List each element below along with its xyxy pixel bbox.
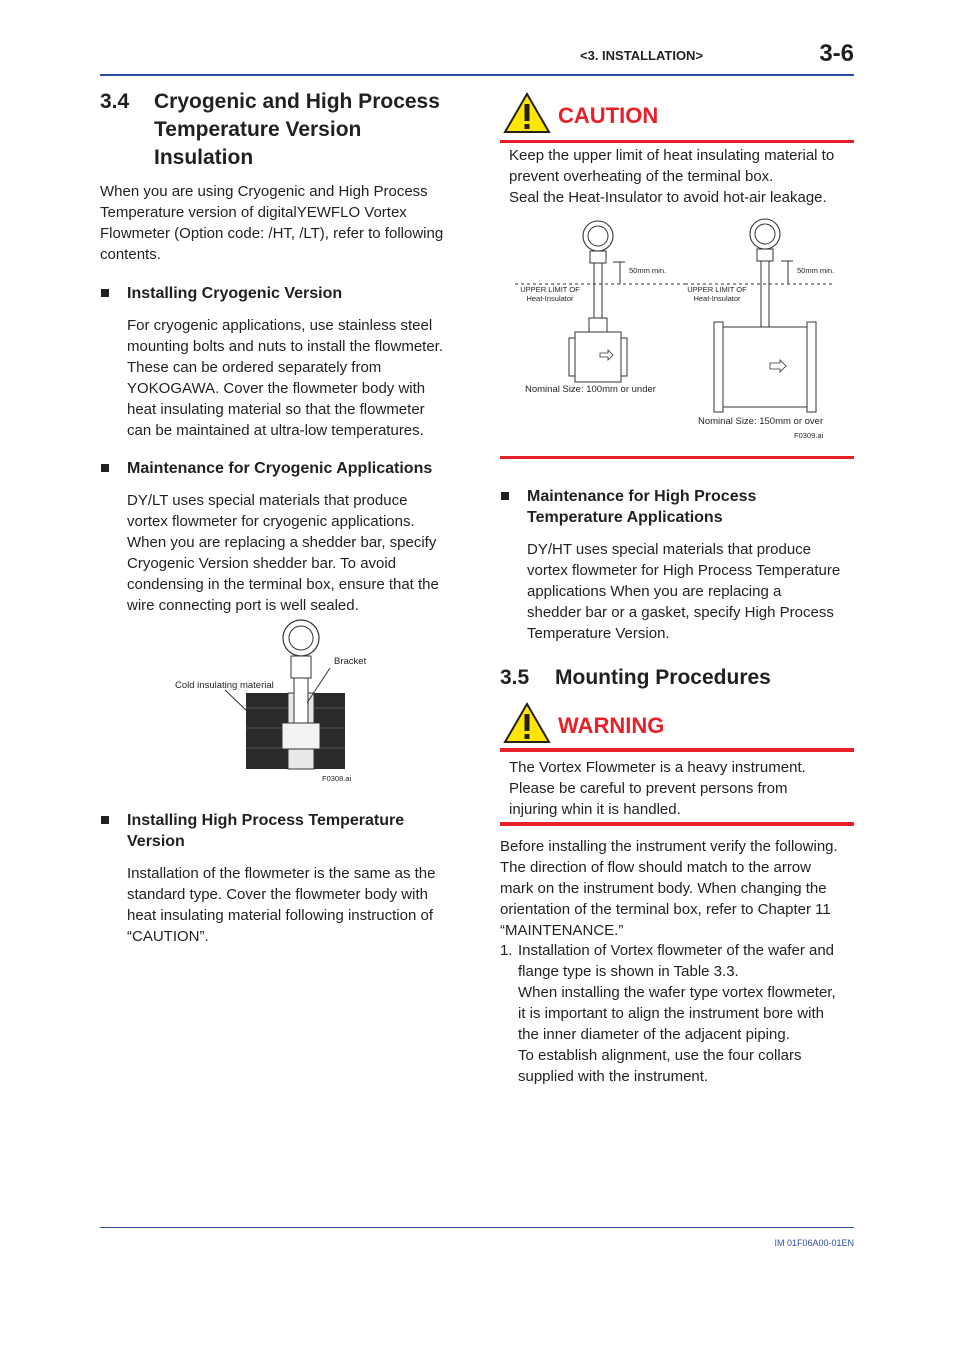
text-line: Before installing the instrument verify the following. — [500, 838, 838, 855]
subsection-heading — [127, 810, 404, 852]
mounting-intro — [500, 836, 854, 941]
text-line: When installing the wafer type vortex flowmeter, — [518, 984, 836, 1001]
label-line: UPPER LIMIT OF — [520, 285, 580, 294]
figure-id: F0309.ai — [794, 431, 824, 440]
chapter-title: <3. INSTALLATION> — [580, 48, 704, 63]
text-line: heat insulating material so that the flowmeter — [127, 401, 425, 418]
caution-text — [509, 145, 854, 208]
heading-line: Maintenance for High Process — [527, 488, 757, 505]
figure-label-bracket: Bracket — [334, 656, 367, 667]
caption-right: Nominal Size: 150mm or over — [698, 416, 824, 427]
text-line: contents. — [100, 246, 161, 263]
section-title: Mounting Procedures — [555, 666, 771, 689]
text-line: Installation of the flowmeter is the same as the — [127, 865, 436, 882]
text-line: orientation of the terminal box, refer to Chapter 11 — [500, 901, 831, 918]
page-number: 3-6 — [819, 40, 854, 67]
caption-left: Nominal Size: 100mm or under — [525, 384, 656, 395]
heading-line: Installing High Process Temperature — [127, 812, 405, 829]
upper-limit-label-left — [517, 285, 583, 303]
bullet-square-icon — [101, 289, 109, 297]
text-line: Temperature Version. — [527, 625, 670, 642]
bullet-square-icon — [101, 464, 109, 472]
text-line: can be maintained at ultra-low temperatures. — [127, 422, 424, 439]
leader-line — [225, 690, 248, 712]
cryo-install-paragraph — [127, 315, 467, 441]
figure-label-cold: Cold insulating material — [175, 680, 274, 691]
clearance-label-left: 50mm min. — [629, 266, 667, 275]
text-line: DY/LT uses special materials that produce — [127, 492, 408, 509]
label-line: Heat-Insulator — [693, 294, 741, 303]
transmitter-head — [283, 620, 319, 656]
intro-paragraph — [100, 181, 460, 265]
warning-rule-bottom — [500, 822, 854, 826]
text-line: When you are replacing a shedder bar, specify — [127, 534, 437, 551]
text-line: For cryogenic applications, use stainless steel — [127, 317, 433, 334]
text-line: the inner diameter of the adjacent piping. — [518, 1026, 790, 1043]
text-line: condensing in the terminal box, ensure that the — [127, 576, 439, 593]
text-line: shedder bar or a gasket, specify High Process — [527, 604, 834, 621]
text-line: The Vortex Flowmeter is a heavy instrument. — [509, 759, 806, 776]
subsection-heading: Installing Cryogenic Version — [127, 285, 343, 302]
cryogenic-installation-figure — [170, 618, 370, 788]
text-line: it is important to align the instrument bore with — [518, 1005, 824, 1022]
text-line: wire connecting port is well sealed. — [127, 597, 359, 614]
section-title-line: Temperature Version — [154, 118, 362, 141]
text-line: These can be ordered separately from — [127, 359, 382, 376]
text-line: applications When you are replacing a — [527, 583, 782, 600]
text-line: Keep the upper limit of heat insulating material to — [509, 147, 835, 164]
text-line: When you are using Cryogenic and High Process — [100, 183, 428, 200]
document-id: IM 01F06A00-01EN — [774, 1238, 854, 1248]
text-line: Installation of Vortex flowmeter of the wafer and — [518, 942, 835, 959]
heading-line: Temperature Applications — [527, 509, 723, 526]
section-title-line: Insulation — [154, 146, 254, 169]
text-line: YOKOGAWA. Cover the flowmeter body with — [127, 380, 426, 397]
section-title — [154, 88, 440, 172]
insulation-limit-figure — [505, 214, 850, 444]
text-line: standard type. Cover the flowmeter body with — [127, 886, 428, 903]
text-line: mounting bolts and nuts to install the flowmeter. — [127, 338, 444, 355]
text-line: vortex flowmeter for cryogenic applications. — [127, 513, 415, 530]
bullet-square-icon — [101, 816, 109, 824]
ht-maint-paragraph — [527, 539, 854, 644]
text-line: Flowmeter (Option code: /HT, /LT), refer to following — [100, 225, 444, 242]
text-line: “CAUTION”. — [127, 928, 209, 945]
text-line: Temperature version of digitalYEWFLO Vortex — [100, 204, 407, 221]
text-line: The direction of flow should match to the arrow — [500, 859, 811, 876]
text-line: Please be careful to prevent persons from — [509, 780, 788, 797]
list-item-number: 1. — [500, 942, 513, 959]
text-line: supplied with the instrument. — [518, 1068, 709, 1085]
clearance-label-right: 50mm min. — [797, 266, 835, 275]
section-number: 3.4 — [100, 90, 130, 113]
header-rule — [100, 74, 854, 76]
text-line: To establish alignment, use the four collars — [518, 1047, 802, 1064]
subsection-heading — [527, 486, 756, 528]
label-line: UPPER LIMIT OF — [687, 285, 747, 294]
text-line: flange type is shown in Table 3.3. — [518, 963, 739, 980]
warning-heading: WARNING — [558, 713, 665, 738]
footer-rule — [100, 1227, 854, 1228]
section-number: 3.5 — [500, 666, 530, 689]
text-line: vortex flowmeter for High Process Temperature — [527, 562, 841, 579]
text-line: injuring whin it is handled. — [509, 801, 681, 818]
warning-triangle-icon — [503, 702, 551, 744]
ht-install-paragraph — [127, 863, 467, 947]
caution-heading: CAUTION — [558, 103, 659, 128]
text-line: Cryogenic Version shedder bar. To avoid — [127, 555, 397, 572]
text-line: DY/HT uses special materials that produce — [527, 541, 812, 558]
warning-text — [509, 757, 854, 820]
cryo-maint-paragraph — [127, 490, 467, 616]
text-line: Seal the Heat-Insulator to avoid hot-air leakage. — [509, 189, 827, 206]
text-line: mark on the instrument body. When changing the — [500, 880, 827, 897]
caution-rule-top — [500, 140, 854, 143]
text-line: “MAINTENANCE.” — [500, 922, 624, 939]
upper-limit-label-right — [684, 285, 750, 303]
warning-rule-top — [500, 748, 854, 752]
list-item — [518, 940, 854, 1087]
subsection-heading: Maintenance for Cryogenic Applications — [127, 460, 433, 477]
figure-id: F0308.ai — [322, 774, 352, 783]
heading-line: Version — [127, 833, 185, 850]
text-line: heat insulating material following instruction of — [127, 907, 433, 924]
caution-rule-bottom — [500, 456, 854, 459]
bullet-square-icon — [501, 492, 509, 500]
label-line: Heat-Insulator — [526, 294, 574, 303]
warning-triangle-icon — [503, 92, 551, 134]
section-title-line: Cryogenic and High Process — [154, 90, 440, 113]
text-line: prevent overheating of the terminal box. — [509, 168, 774, 185]
